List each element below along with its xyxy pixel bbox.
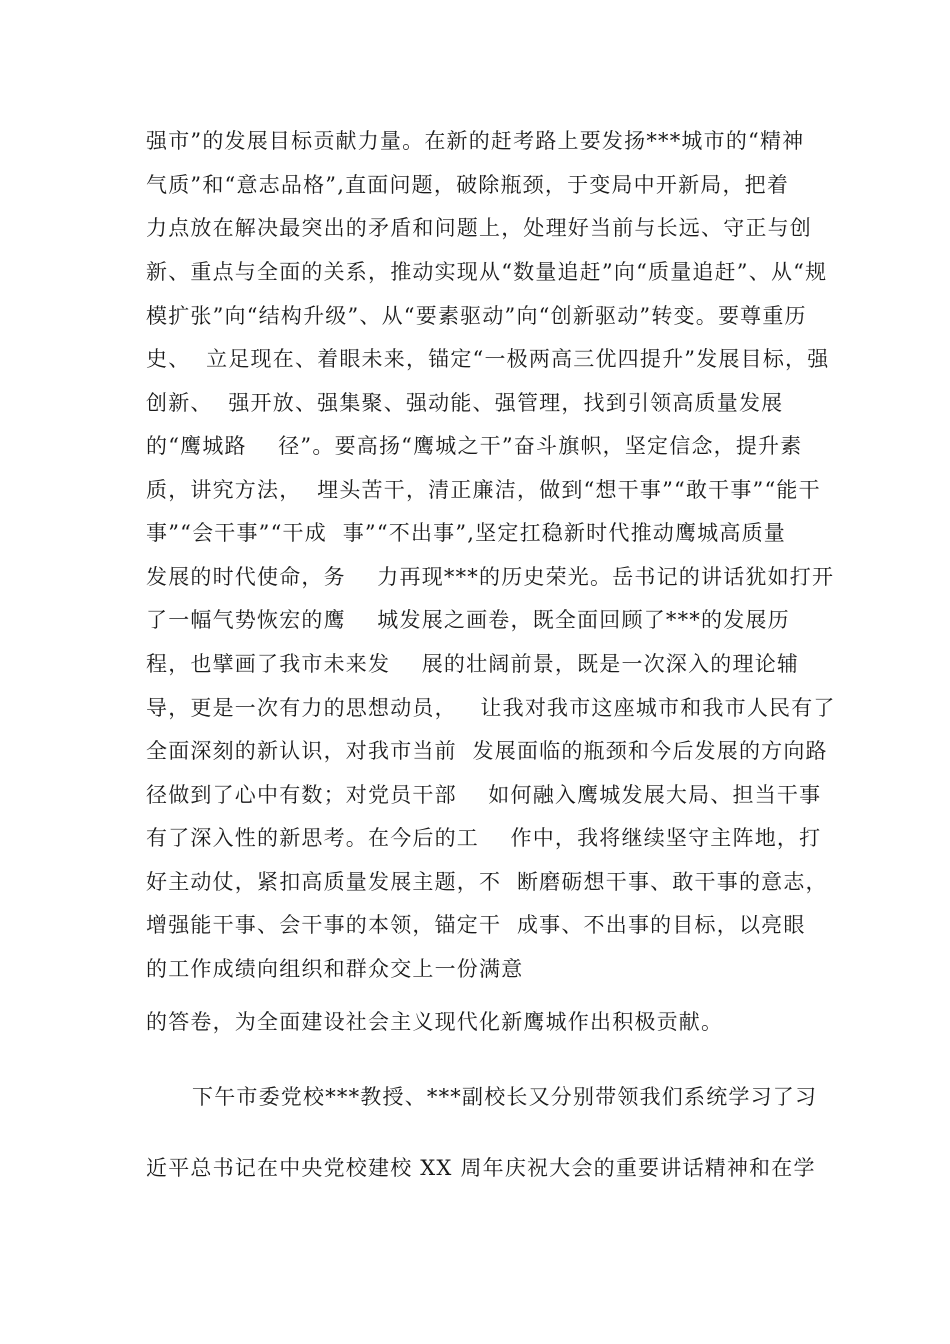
text-line: 的工作成绩向组织和群众交上一份满意 xyxy=(146,957,524,981)
text-line: 增强能干事、会干事的本领，锚定干 成事、不出事的目标，以亮眼 xyxy=(146,913,806,937)
text-line: 下午市委党校***教授、***副校长又分别带领我们系统学习了习 xyxy=(192,1085,818,1109)
text-line: 质，讲究方法， 埋头苦干，清正廉洁，做到“想干事”“敢干事”“能干 xyxy=(146,478,821,502)
text-line: 事”“会干事”“干成 事”“不出事”,坚定扛稳新时代推动鹰城高质量 xyxy=(146,521,786,545)
text-line: 的“鹰城路 径”。要高扬“鹰城之干”奋斗旗帜，坚定信念，提升素 xyxy=(146,434,803,458)
text-line: 强市”的发展目标贡献力量。在新的赶考路上要发扬***城市的“精神 xyxy=(146,129,805,153)
text-line: 近平总书记在中央党校建校 XX 周年庆祝大会的重要讲话精神和在学 xyxy=(146,1156,816,1180)
text-line: 新、重点与全面的关系，推动实现从“数量追赶”向“质量追赶”、从“规 xyxy=(146,260,828,284)
text-line: 创新、 强开放、强集聚、强动能、强管理，找到引领高质量发展 xyxy=(146,391,784,415)
text-line: 发展的时代使命，务 力再现***的历史荣光。岳书记的讲话犹如打开 xyxy=(146,565,835,589)
text-line: 径做到了心中有数；对党员干部 如何融入鹰城发展大局、担当干事 xyxy=(146,783,822,807)
text-line: 气质”和“意志品格”,直面问题，破除瓶颈，于变局中开新局，把着 xyxy=(146,173,790,197)
text-line: 的答卷，为全面建设社会主义现代化新鹰城作出积极贡献。 xyxy=(146,1010,724,1034)
text-line: 力点放在解决最突出的矛盾和问题上，处理好当前与长远、守正与创 xyxy=(146,216,812,240)
text-line: 有了深入性的新思考。在今后的工 作中，我将继续坚守主阵地，打 xyxy=(146,826,822,850)
text-line: 程，也擘画了我市未来发 展的壮阔前景，既是一次深入的理论辅 xyxy=(146,652,800,676)
text-line: 导，更是一次有力的思想动员， 让我对我市这座城市和我市人民有了 xyxy=(146,696,836,720)
text-line: 史、 立足现在、着眼未来，锚定“一极两高三优四提升”发展目标，强 xyxy=(146,347,830,371)
text-line: 好主动仗，紧扣高质量发展主题，不 断磨砺想干事、敢干事的意志， xyxy=(146,870,828,894)
text-line: 全面深刻的新认识，对我市当前 发展面临的瓶颈和今后发展的方向路 xyxy=(146,739,828,763)
text-line: 了一幅气势恢宏的鹰 城发展之画卷，既全面回顾了***的发展历 xyxy=(146,608,790,632)
text-line: 模扩张”向“结构升级”、从“要素驱动”向“创新驱动”转变。要尊重历 xyxy=(146,304,807,328)
